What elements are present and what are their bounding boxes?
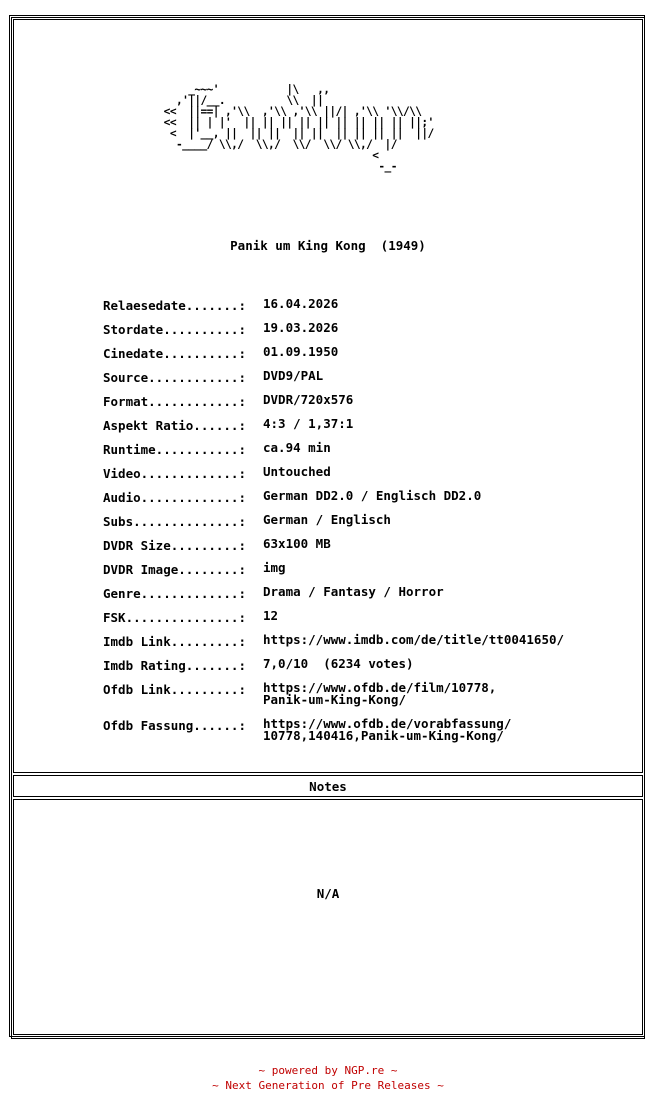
imdb-link[interactable]: https://www.imdb.com/de/title/tt0041650/ — [263, 632, 565, 647]
detail-label: Imdb Link.........: — [103, 634, 246, 649]
detail-value: Untouched — [263, 464, 331, 479]
detail-value: German DD2.0 / Englisch DD2.0 — [263, 488, 482, 503]
detail-row — [103, 370, 564, 394]
movie-title: Panik um King Kong (1949) — [230, 238, 426, 253]
detail-label: DVDR Size.........: — [103, 538, 246, 553]
detail-value: 63x100 MB — [263, 536, 331, 551]
notes-body: N/A — [316, 886, 340, 901]
ofdb-link-line1[interactable]: https://www.ofdb.de/film/10778, — [263, 680, 497, 695]
detail-value: DVDR/720x576 — [263, 392, 354, 407]
detail-label: Imdb Rating.......: — [103, 658, 246, 673]
detail-label: FSK...............: — [103, 610, 246, 625]
detail-value: DVD9/PAL — [263, 368, 324, 383]
detail-value: ca.94 min — [263, 440, 331, 455]
detail-label: Format............: — [103, 394, 246, 409]
detail-label: Video.............: — [103, 466, 246, 481]
detail-row — [103, 394, 564, 418]
ofdb-fassung-line1[interactable]: https://www.ofdb.de/vorabfassung/ — [263, 716, 512, 731]
detail-label: Subs..............: — [103, 514, 246, 529]
detail-label: DVDR Image........: — [103, 562, 246, 577]
detail-value: img — [263, 560, 286, 575]
detail-row — [103, 442, 564, 466]
detail-label: Cinedate..........: — [103, 346, 246, 361]
detail-value: Drama / Fantasy / Horror — [263, 584, 444, 599]
footer-tagline: ~ Next Generation of Pre Releases ~ — [212, 1079, 444, 1092]
detail-value: 7,0/10 (6234 votes) — [263, 656, 414, 671]
detail-row — [103, 514, 564, 538]
ofdb-fassung-link[interactable] — [263, 718, 511, 754]
detail-row — [103, 418, 564, 442]
detail-value: 16.04.2026 — [263, 296, 339, 311]
detail-label: Ofdb Fassung......: — [103, 718, 246, 733]
detail-label: Relaesedate.......: — [103, 298, 246, 313]
detail-row — [103, 298, 564, 322]
detail-label: Genre.............: — [103, 586, 246, 601]
detail-row — [103, 562, 564, 586]
detail-row — [103, 538, 564, 562]
detail-value: 19.03.2026 — [263, 320, 339, 335]
detail-row — [103, 466, 564, 490]
notes-box — [13, 799, 643, 1035]
ofdb-fassung-line2[interactable]: 10778,140416,Panik-um-King-Kong/ — [263, 728, 504, 743]
detail-row — [103, 682, 564, 718]
notes-heading: Notes — [309, 779, 347, 794]
detail-row — [103, 634, 564, 658]
detail-row — [103, 346, 564, 370]
detail-label: Stordate..........: — [103, 322, 246, 337]
ofdb-link[interactable] — [263, 682, 496, 718]
detail-value: 12 — [263, 608, 279, 623]
footer-powered-by: ~ powered by NGP.re ~ — [258, 1064, 398, 1077]
detail-value: 01.09.1950 — [263, 344, 339, 359]
detail-value: 4:3 / 1,37:1 — [263, 416, 354, 431]
detail-label: Audio.............: — [103, 490, 246, 505]
detail-row — [103, 658, 564, 682]
detail-label: Runtime...........: — [103, 442, 246, 457]
detail-row — [103, 586, 564, 610]
detail-label: Source............: — [103, 370, 246, 385]
ofdb-link-line2[interactable]: Panik-um-King-Kong/ — [263, 692, 406, 707]
detail-row — [103, 610, 564, 634]
detail-row — [103, 490, 564, 514]
detail-value: German / Englisch — [263, 512, 391, 527]
detail-label: Ofdb Link.........: — [103, 682, 246, 697]
detail-row — [103, 322, 564, 346]
details-list — [103, 298, 564, 754]
detail-row — [103, 718, 564, 754]
detail-label: Aspekt Ratio......: — [103, 418, 246, 433]
ascii-logo: _~~~' |\ ,, ,'||/__. \\ || << ||==| ,'\\ ,'\\ ,'\\ ||/| ,'\\ '\\/\\ << || | |' || || || || || || || || || ||;' < |'__, || || || || || || || || || ||/ -____/ \\,/ \\,/ \\/ \\/ \\,/ |/ < -_- — [163, 83, 434, 173]
